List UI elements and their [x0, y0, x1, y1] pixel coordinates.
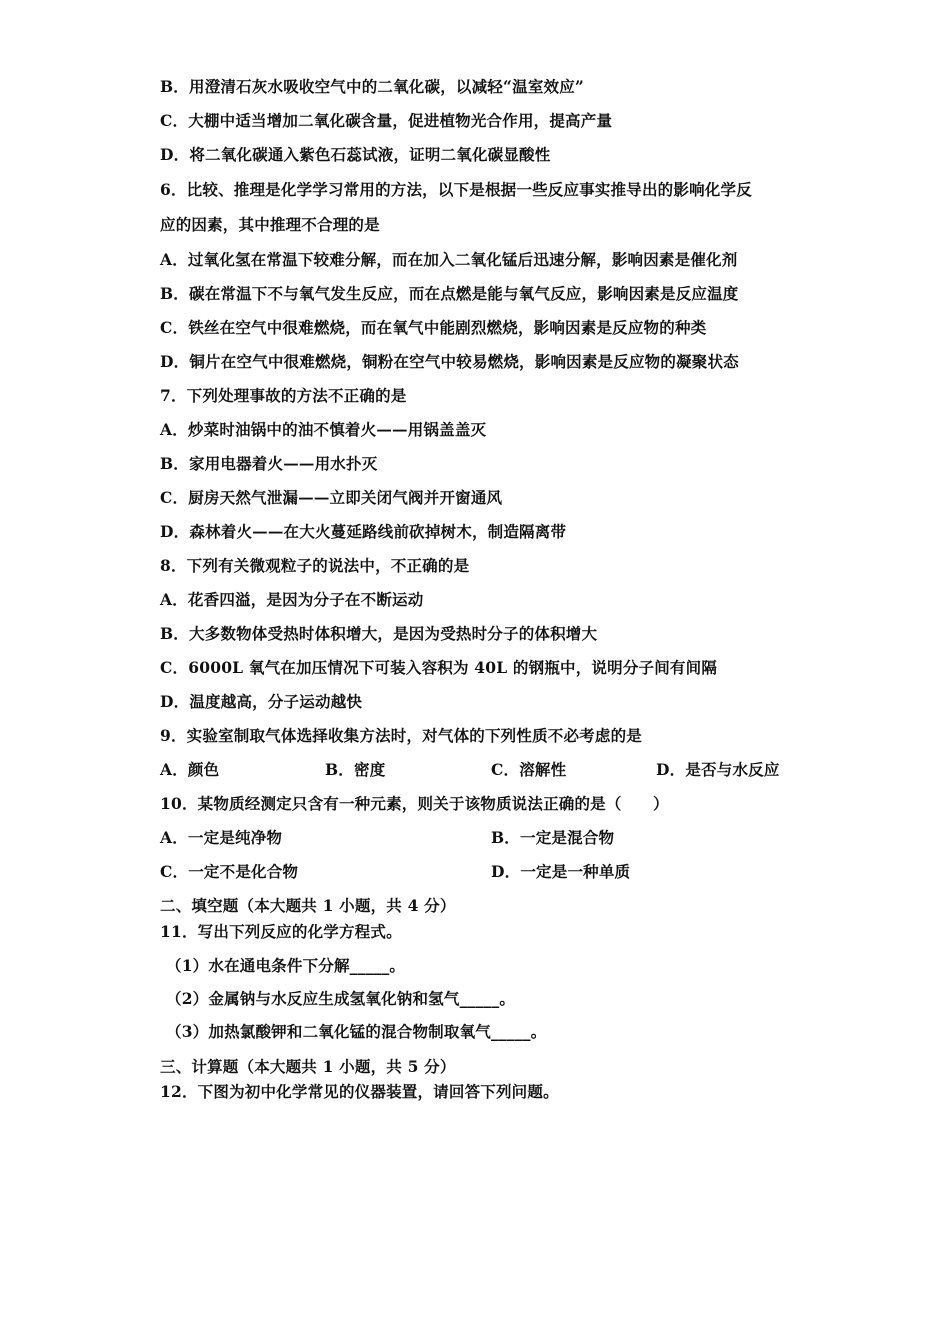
q6-stem-line2: 应的因素，其中推理不合理的是 [160, 215, 380, 234]
q11-stem: 11．写出下列反应的化学方程式。 [160, 922, 402, 941]
q8-option-d: D．温度越高，分子运动越快 [160, 692, 363, 711]
q10-option-c: C．一定不是化合物 [160, 862, 299, 881]
q6-option-a: A．过氧化氢在常温下较难分解，而在加入二氧化锰后迅速分解，影响因素是催化剂 [160, 250, 738, 269]
q5-option-c: C．大棚中适当增加二氧化碳含量，促进植物光合作用，提高产量 [160, 111, 613, 130]
q8-option-c: C．6000L 氧气在加压情况下可装入容积为 40L 的钢瓶中，说明分子间有间隔 [160, 658, 718, 677]
q6-stem-line1: 6．比较、推理是化学学习常用的方法，以下是根据一些反应事实推导出的影响化学反 [160, 180, 752, 199]
q8-option-a: A．花香四溢，是因为分子在不断运动 [160, 590, 424, 609]
q11-part3: （3）加热氯酸钾和二氧化锰的混合物制取氧气_____。 [166, 1022, 547, 1041]
q7-option-d: D．森林着火——在大火蔓延路线前砍掉树木，制造隔离带 [160, 522, 567, 541]
q8-option-b: B．大多数物体受热时体积增大，是因为受热时分子的体积增大 [160, 624, 598, 643]
section3-heading: 三、计算题（本大题共 1 小题，共 5 分） [160, 1057, 456, 1076]
q7-stem: 7．下列处理事故的方法不正确的是 [160, 386, 407, 405]
q10-option-d: D．一定是一种单质 [491, 862, 631, 881]
q9-option-a: A．颜色 [160, 760, 220, 779]
q10-option-a: A．一定是纯净物 [160, 828, 283, 847]
q9-option-b: B．密度 [325, 760, 386, 779]
section2-heading: 二、填空题（本大题共 1 小题，共 4 分） [160, 896, 456, 915]
q7-option-b: B．家用电器着火——用水扑灭 [160, 454, 378, 473]
q6-option-d: D．铜片在空气中很难燃烧，铜粉在空气中较易燃烧，影响因素是反应物的凝聚状态 [160, 352, 739, 371]
q7-option-c: C．厨房天然气泄漏——立即关闭气阀并开窗通风 [160, 488, 503, 507]
q6-option-b: B．碳在常温下不与氧气发生反应，而在点燃是能与氧气反应，影响因素是反应温度 [160, 284, 739, 303]
q10-stem: 10．某物质经测定只含有一种元素，则关于该物质说法正确的是（ ） [160, 794, 669, 813]
q9-option-c: C．溶解性 [491, 760, 567, 779]
q5-option-d: D．将二氧化碳通入紫色石蕊试液，证明二氧化碳显酸性 [160, 145, 551, 164]
q9-option-d: D．是否与水反应 [656, 760, 780, 779]
q5-option-b: B．用澄清石灰水吸收空气中的二氧化碳，以减轻“温室效应” [160, 77, 585, 96]
q11-part2: （2）金属钠与水反应生成氢氧化钠和氢气_____。 [166, 989, 516, 1008]
q10-option-b: B．一定是混合物 [491, 828, 615, 847]
q7-option-a: A．炒菜时油锅中的油不慎着火——用锅盖盖灭 [160, 420, 487, 439]
q9-stem: 9．实验室制取气体选择收集方法时，对气体的下列性质不必考虑的是 [160, 726, 642, 745]
q8-stem: 8．下列有关微观粒子的说法中，不正确的是 [160, 556, 470, 575]
q12-stem: 12．下图为初中化学常见的仪器装置，请回答下列问题。 [160, 1082, 559, 1101]
q11-part1: （1）水在通电条件下分解_____。 [166, 956, 406, 975]
q6-option-c: C．铁丝在空气中很难燃烧，而在氧气中能剧烈燃烧，影响因素是反应物的种类 [160, 318, 707, 337]
